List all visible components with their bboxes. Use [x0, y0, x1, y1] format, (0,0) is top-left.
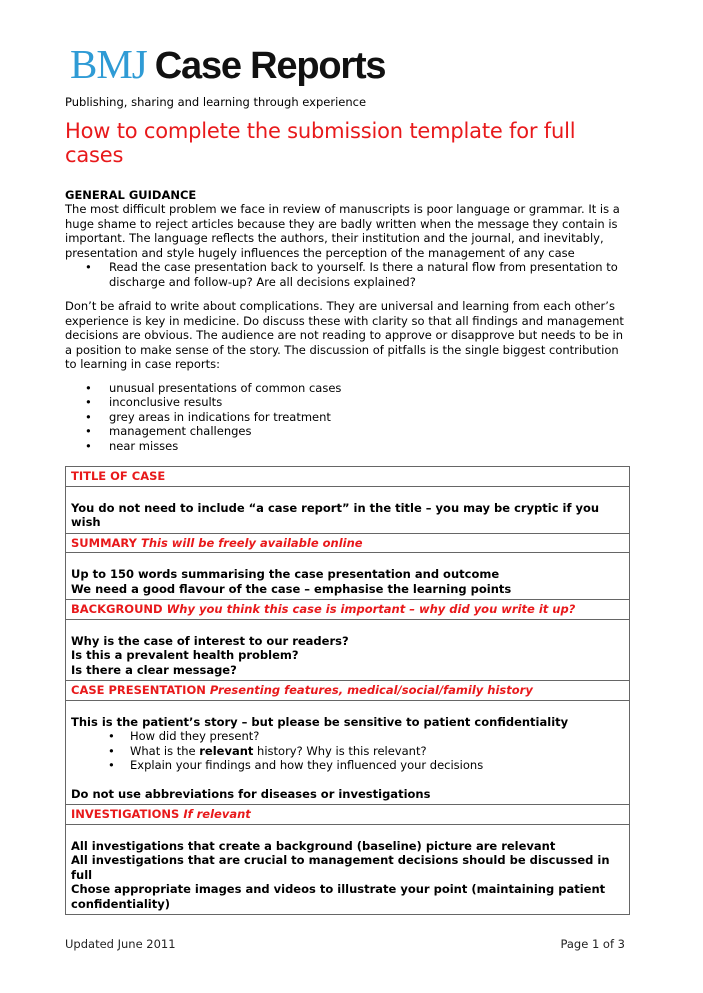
list-item: • How did they present? [71, 729, 624, 744]
background-subtitle: Why you think this case is important – why did you write it up? [166, 602, 576, 616]
title-of-case-header [66, 467, 630, 487]
guidance-paragraph-2: Don’t be afraid to write about complications. They are universal and learning from each other’s experience is key in medicine. Do discuss these with clarity so that all findings and management decisions are obvious. The audience are not reading to approve or disapprove but needs to be in a position to make sense of the story. The discussion of pitfalls is the single biggest contribution to learning in case reports: [65, 299, 624, 371]
list-item: • near misses [65, 439, 630, 454]
investigations-line: Chose appropriate images and videos to illustrate your point (maintaining patient confidentiality) [71, 882, 606, 911]
table-row [66, 533, 630, 553]
table-row [66, 805, 630, 825]
investigations-label: INVESTIGATIONS [71, 807, 180, 821]
list-item: • Explain your findings and how they influenced your decisions [71, 758, 624, 773]
list-item: • unusual presentations of common cases [65, 381, 630, 396]
page-title: How to complete the submission template for full cases [65, 119, 576, 167]
list-item: • management challenges [65, 424, 630, 439]
table-row [66, 486, 630, 533]
summary-line: Up to 150 words summarising the case presentation and outcome [71, 567, 500, 581]
background-body [66, 619, 630, 681]
background-header [66, 600, 630, 620]
table-row [66, 824, 630, 915]
relevant-emphasis: relevant [199, 743, 254, 758]
list-item [71, 744, 624, 759]
logo-case-reports-text: Case Reports [154, 45, 386, 87]
summary-header [66, 533, 630, 553]
summary-label: SUMMARY [71, 535, 137, 550]
logo-bmj-text: BMJ [70, 41, 147, 87]
case-presentation-label: CASE PRESENTATION [71, 683, 206, 697]
investigations-line: All investigations that create a background (baseline) picture are relevant [71, 838, 556, 853]
background-label: BACKGROUND [71, 602, 163, 616]
investigations-line: All investigations that are crucial to management decisions should be discussed in full [71, 853, 610, 882]
title-of-case-body: You do not need to include “a case report” in the title – you may be cryptic if you wish [66, 486, 630, 533]
case-presentation-header [66, 681, 630, 701]
list-item-text: history? Why is this relevant? [253, 743, 427, 758]
case-presentation-body [66, 700, 630, 805]
list-item: • grey areas in indications for treatment [65, 410, 630, 425]
table-row [66, 600, 630, 620]
title-of-case-label: TITLE OF CASE [71, 469, 166, 483]
table-row [66, 619, 630, 681]
case-presentation-outro: Do not use abbreviations for diseases or investigations [71, 786, 431, 801]
page-number: Page 1 of 3 [560, 937, 625, 951]
table-row [66, 681, 630, 701]
table-row [66, 700, 630, 805]
updated-date: Updated June 2011 [65, 937, 176, 951]
case-presentation-list [71, 729, 624, 773]
pitfalls-list [65, 381, 630, 454]
summary-line: We need a good flavour of the case – emphasise the learning points [71, 581, 512, 596]
investigations-header [66, 805, 630, 825]
page-footer [65, 937, 630, 951]
background-line: Is this a prevalent health problem? [71, 648, 299, 662]
investigations-body [66, 824, 630, 915]
summary-body [66, 553, 630, 600]
background-line: Is there a clear message? [71, 662, 237, 677]
tagline: Publishing, sharing and learning through experience [65, 95, 367, 109]
background-line: Why is the case of interest to our readers? [71, 633, 349, 648]
table-row [66, 553, 630, 600]
general-guidance-heading: GENERAL GUIDANCE [65, 188, 197, 202]
submission-template-table [65, 466, 630, 915]
case-presentation-subtitle: Presenting features, medical/social/family history [209, 683, 533, 697]
bmj-case-reports-logo [70, 40, 630, 88]
list-item-text: What is the [130, 743, 200, 758]
list-item: • Read the case presentation back to yourself. Is there a natural flow from presentation to discharge and follow-up? Are all decisions explained? [65, 260, 630, 289]
guidance-bullet-list [65, 260, 630, 289]
investigations-subtitle: If relevant [183, 807, 251, 821]
table-row [66, 467, 630, 487]
summary-subtitle: This will be freely available online [140, 535, 363, 550]
document-page [65, 40, 630, 915]
guidance-paragraph-1: The most difficult problem we face in review of manuscripts is poor language or grammar. It is a huge shame to reject articles because they are badly written when the message they contain is important. The language reflects the authors, their institution and the journal, and inevitably, presentation and style hugely influences the perception of the management of any case [65, 202, 620, 260]
case-presentation-intro: This is the patient’s story – but please be sensitive to patient confidentiality [71, 714, 569, 729]
list-item: • inconclusive results [65, 395, 630, 410]
